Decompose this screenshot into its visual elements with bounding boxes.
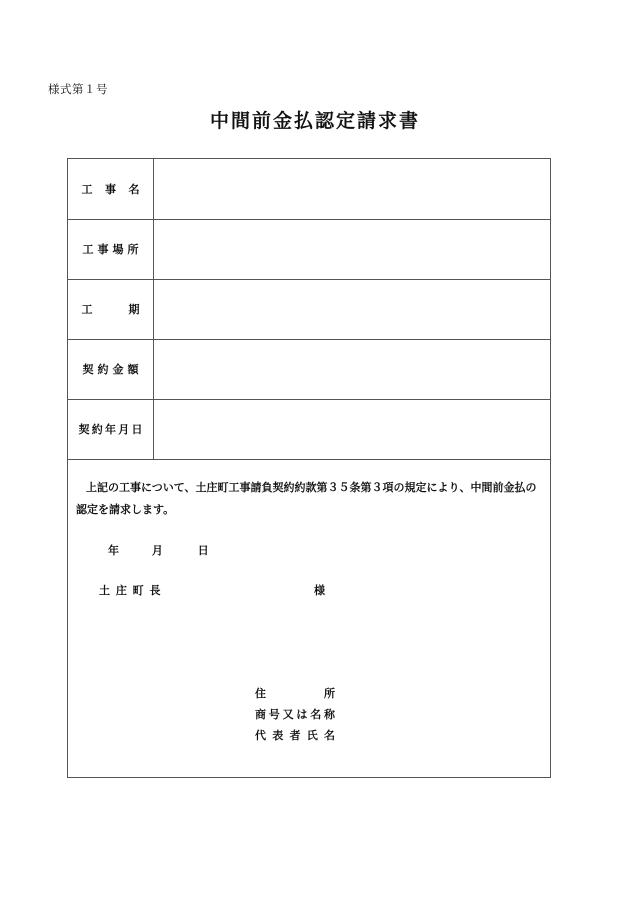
field-label-contract-amount: 契 約 金 額 [68, 339, 154, 399]
field-label-contract-date: 契 約 年 月 日 [68, 399, 154, 459]
page-title: 中間前金払認定請求書 [209, 110, 420, 132]
field-value-project-location[interactable] [154, 219, 550, 279]
field-label-project-name: 工 事 名 [68, 159, 154, 219]
field-label-project-location: 工 事 場 所 [68, 219, 154, 279]
addressee-name: 土 庄 町 長 [99, 584, 162, 597]
date-year[interactable]: 年 [108, 544, 119, 557]
field-label-construction-period: 工 期 [68, 279, 154, 339]
field-row-construction-period [68, 279, 550, 340]
applicant-representative-label: 代 表 者 氏 名 [255, 729, 335, 742]
field-value-project-name[interactable] [154, 159, 550, 219]
field-value-contract-date[interactable] [154, 399, 550, 459]
applicant-company-label: 商 号 又 は 名 称 [255, 708, 335, 721]
form-number: 様式第１号 [48, 82, 108, 96]
field-row-project-name [68, 159, 550, 220]
applicant-block [255, 683, 335, 746]
request-form [67, 158, 551, 778]
addressee-honorific: 様 [314, 584, 325, 597]
field-value-construction-period[interactable] [154, 279, 550, 339]
field-value-contract-amount[interactable] [154, 339, 550, 399]
field-row-project-location [68, 219, 550, 280]
request-statement: 上記の工事について、土庄町工事請負契約約款第３５条第３項の規定により、中間前金払の認定を請求します。 [76, 481, 537, 516]
applicant-address-label: 住 所 [255, 687, 335, 700]
field-row-contract-amount [68, 339, 550, 400]
date-day[interactable]: 日 [197, 544, 209, 557]
request-date [108, 542, 209, 558]
date-month[interactable]: 月 [151, 544, 163, 557]
field-row-contract-date [68, 399, 550, 460]
